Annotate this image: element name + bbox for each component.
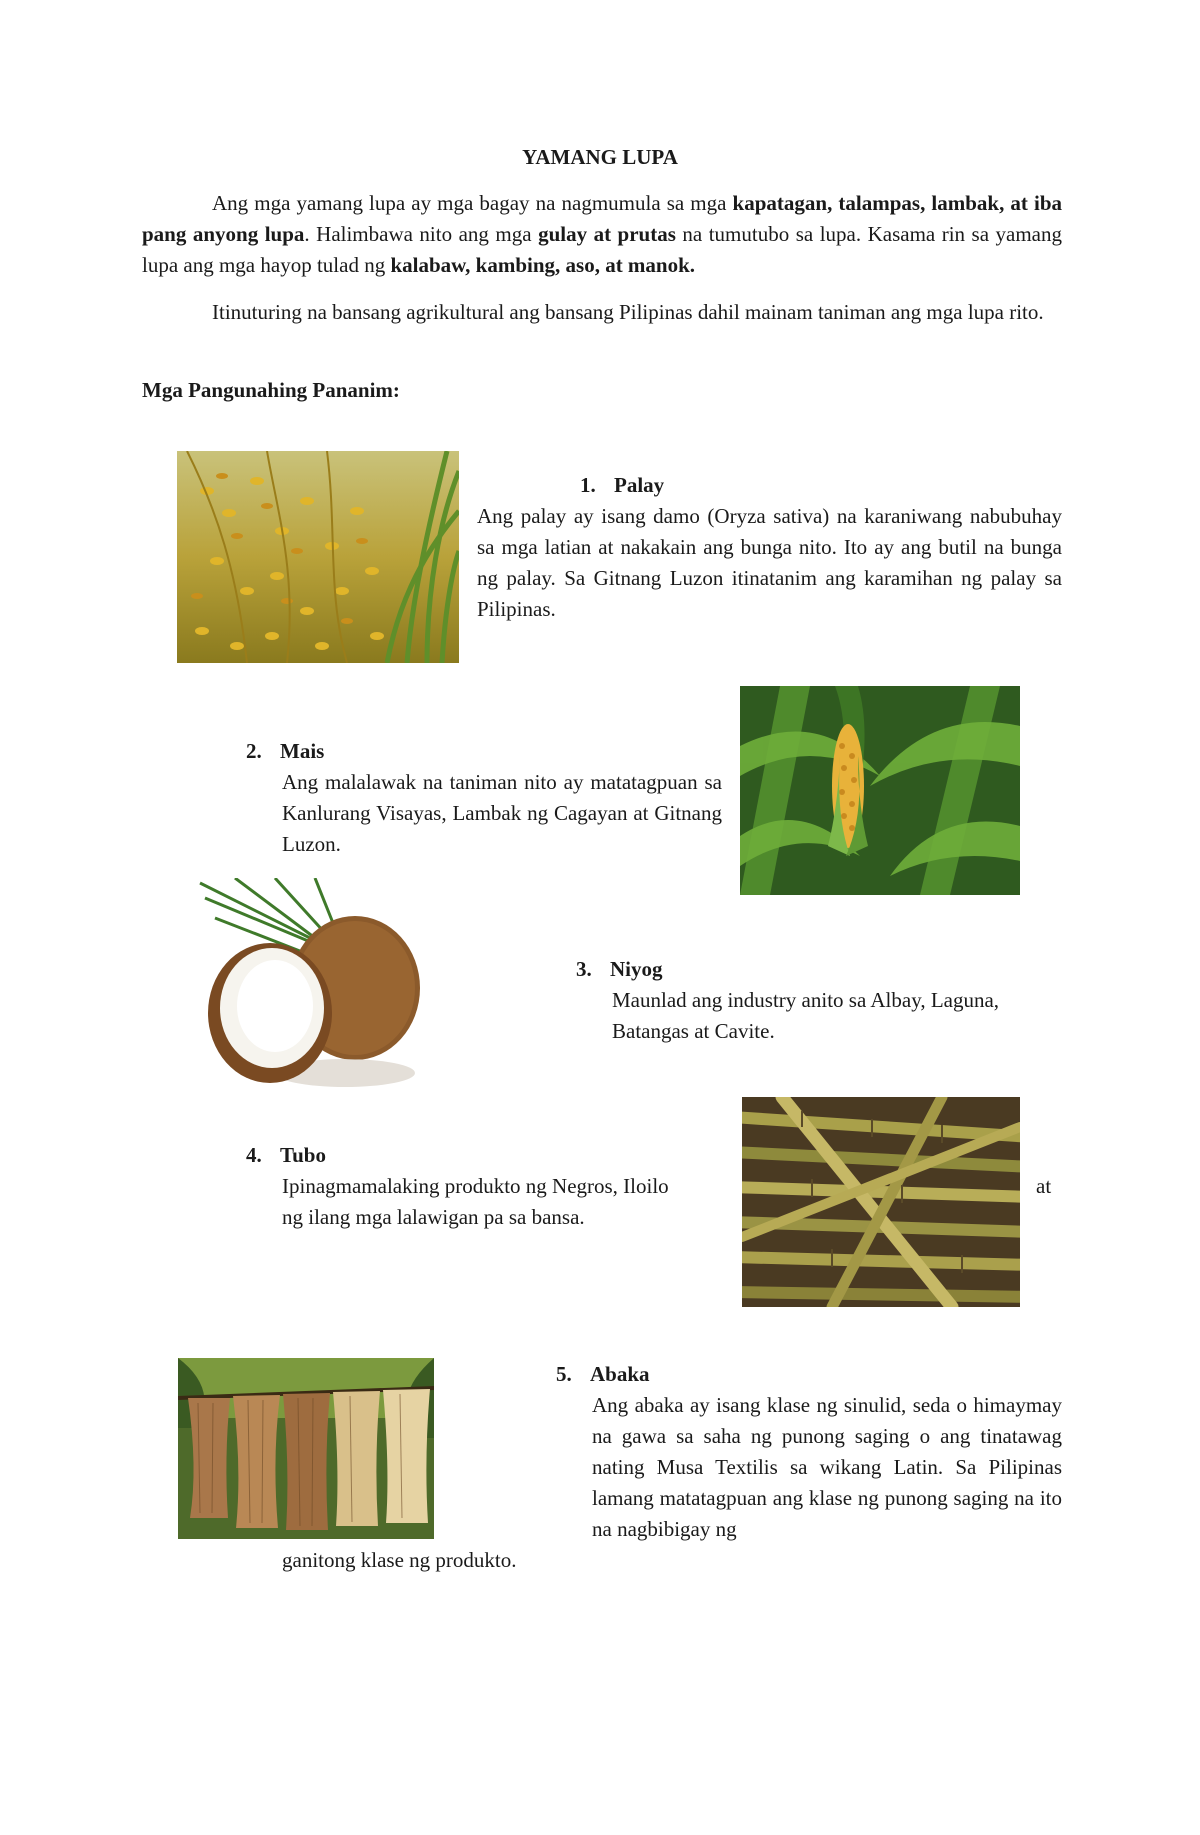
crop-3-title: 3. Niyog	[576, 957, 663, 981]
coconut-photo	[195, 878, 435, 1090]
intro-run: kalabaw, kambing, aso, at manok.	[390, 253, 696, 277]
crop-4-description-trail: at	[1036, 1174, 1052, 1198]
intro-run: na tumutubo sa lupa. Kasama rin sa yamang lupa ang mga hayop tulad ng	[142, 222, 1062, 277]
crop-4-description-line-1: Ipinagmamalaking produkto ng Negros, Iloilo	[282, 1174, 669, 1198]
sugarcane-photo	[742, 1097, 1020, 1307]
crop-1-description: Ang palay ay isang damo (Oryza sativa) na karaniwang nabubuhay sa mga latian at nakakain ang bunga nito. Ito ay ang butil na bunga ng palay. Sa Gitnang Luzon itinatanim ang karamihan ng palay sa Pilipinas.	[477, 504, 1062, 621]
crop-5-description: Ang abaka ay isang klase ng sinulid, seda o himaymay na gawa sa saha ng punong saging o ang tinatawag nating Musa Textilis sa wikang Latin. Sa Pilipinas lamang matatagpuan ang klase ng punong saging na ito na nagbibigay ng	[592, 1393, 1062, 1541]
crop-2-title: 2. Mais	[246, 739, 325, 763]
section-heading: Mga Pangunahing Pananim:	[142, 378, 400, 402]
abaca-fiber-photo	[178, 1358, 434, 1539]
crop-4-description-line-2: ng ilang mga lalawigan pa sa bansa.	[282, 1205, 585, 1229]
crop-5-description-tail: ganitong klase ng produkto.	[282, 1548, 517, 1572]
crop-1-title: 1. Palay	[580, 473, 665, 497]
crop-5-title: 5. Abaka	[556, 1362, 650, 1386]
intro-paragraph-2: Itinuturing na bansang agrikultural ang bansang Pilipinas dahil mainam taniman ang mga lupa rito.	[212, 300, 1044, 324]
intro-run: gulay at prutas	[538, 222, 676, 246]
intro-run: Ang mga yamang lupa ay mga bagay na nagmumula sa mga	[212, 191, 733, 215]
intro-run: . Halimbawa nito ang mga	[304, 222, 539, 246]
crop-3-description: Maunlad ang industry anito sa Albay, Laguna, Batangas at Cavite.	[612, 988, 1000, 1043]
intro-run: kapatagan, talampas, lambak, at iba pang anyong lupa	[142, 191, 1063, 246]
crop-4-title: 4. Tubo	[246, 1143, 326, 1167]
rice-plant-photo	[177, 451, 459, 663]
page-title: YAMANG LUPA	[522, 145, 678, 169]
corn-plant-photo	[740, 686, 1020, 895]
intro-paragraph-1	[142, 188, 1062, 281]
crop-2-description: Ang malalawak na taniman nito ay matatagpuan sa Kanlurang Visayas, Lambak ng Cagayan at Gitnang Luzon.	[282, 770, 722, 856]
